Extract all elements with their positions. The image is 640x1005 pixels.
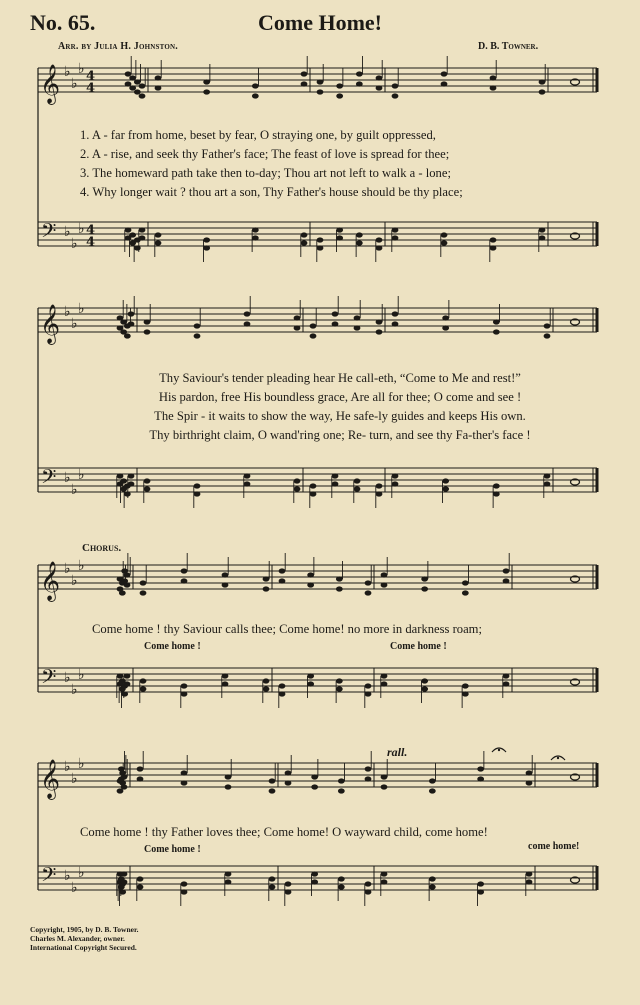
note-head: [244, 321, 251, 326]
note-head: [526, 770, 533, 775]
note-head: [503, 681, 510, 686]
note-head: [263, 686, 270, 691]
note-head: [139, 235, 146, 240]
note-head: [477, 776, 484, 781]
note-head: [294, 315, 301, 320]
note-head: [144, 319, 151, 324]
note-head: [381, 784, 388, 789]
key-flat-icon: ♭: [78, 467, 85, 483]
note-head: [336, 586, 343, 591]
note-head: [365, 889, 372, 894]
note-head: [381, 572, 388, 577]
note-head: [181, 691, 188, 696]
note-head: [124, 681, 131, 686]
note-head: [117, 673, 124, 678]
note-head: [539, 235, 546, 240]
note-head: [137, 876, 144, 881]
note-head: [285, 881, 292, 886]
note-head: [124, 582, 131, 587]
note-head: [336, 686, 343, 691]
note-head: [317, 237, 324, 242]
note-head: [121, 871, 128, 876]
note-head: [336, 93, 343, 98]
note-head: [392, 83, 399, 88]
note-head: [477, 889, 484, 894]
time-signature-top: 4: [86, 69, 96, 84]
note-head: [336, 576, 343, 581]
note-head: [301, 232, 308, 237]
verse-3-line-1: 3. The homeward path take then to-day; Thou art not left to walk a - lone;: [80, 166, 451, 180]
key-flat-icon: ♭: [71, 880, 78, 896]
note-head: [392, 311, 399, 316]
note-head: [311, 871, 318, 876]
key-flat-icon: ♭: [64, 670, 71, 686]
hymn-title: Come Home!: [257, 10, 382, 35]
note-head: [128, 481, 135, 486]
note-head: [365, 776, 372, 781]
note-head: [526, 780, 533, 785]
note-head: [365, 691, 372, 696]
note-head: [144, 486, 151, 491]
note-head: [222, 681, 229, 686]
tempo-mark-rall: rall.: [387, 745, 408, 759]
note-head: [544, 333, 551, 338]
key-flat-icon: ♭: [78, 61, 85, 77]
note-head: [441, 240, 448, 245]
note-head: [294, 325, 301, 330]
note-head: [381, 673, 388, 678]
key-flat-icon: ♭: [71, 771, 78, 787]
note-head: [125, 227, 132, 232]
key-flat-icon: ♭: [64, 868, 71, 884]
note-head: [225, 774, 232, 779]
note-head: [539, 79, 546, 84]
note-head: [490, 75, 497, 80]
treble-clef-icon: 𝄞: [40, 561, 61, 601]
note-head: [252, 83, 259, 88]
note-head: [269, 788, 276, 793]
note-head: [336, 83, 343, 88]
note-head: [462, 691, 469, 696]
note-head: [181, 770, 188, 775]
note-head: [244, 481, 251, 486]
key-flat-icon: ♭: [64, 561, 71, 577]
note-head: [121, 879, 128, 884]
key-flat-icon: ♭: [71, 316, 78, 332]
note-head: [252, 227, 259, 232]
note-head: [137, 766, 144, 771]
time-signature-bottom: 4: [86, 235, 96, 250]
verse-2-line-1: 2. A - rise, and seek thy Father's face; The feast of love is spread for thee;: [80, 147, 450, 161]
note-head: [155, 75, 162, 80]
note-head: [301, 240, 308, 245]
note-head: [392, 227, 399, 232]
note-head: [365, 580, 372, 585]
chorus-label: Chorus.: [82, 542, 122, 554]
note-head: [279, 568, 286, 573]
note-head: [139, 93, 146, 98]
composer-credit: D. B. Towner.: [478, 41, 539, 52]
note-head: [128, 321, 135, 326]
note-head: [376, 483, 383, 488]
note-head: [125, 71, 132, 76]
note-head: [279, 691, 286, 696]
note-head: [336, 678, 343, 683]
verse-2-line-2: His pardon, free His boundless grace, Are all for thee; O come and see !: [158, 390, 522, 404]
note-head: [134, 79, 141, 84]
note-head: [181, 889, 188, 894]
note-head: [294, 486, 301, 491]
note-head: [307, 681, 314, 686]
note-head: [155, 232, 162, 237]
note-head: [490, 237, 497, 242]
note-head: [203, 89, 210, 94]
key-flat-icon: ♭: [71, 236, 78, 252]
chorus-echo-2b: come home!: [528, 841, 580, 852]
bass-clef-icon: 𝄢: [41, 665, 57, 693]
note-head: [129, 75, 136, 80]
note-head: [539, 227, 546, 232]
note-head: [137, 776, 144, 781]
note-head: [120, 478, 127, 483]
note-head: [194, 333, 201, 338]
note-head: [310, 323, 317, 328]
note-head: [144, 329, 151, 334]
note-head: [493, 483, 500, 488]
note-head: [429, 778, 436, 783]
note-head: [356, 81, 363, 86]
note-head: [119, 889, 126, 894]
note-head: [181, 578, 188, 583]
key-flat-icon: ♭: [64, 224, 71, 240]
note-head: [129, 232, 136, 237]
note-head: [124, 333, 131, 338]
note-head: [442, 478, 449, 483]
note-head: [539, 89, 546, 94]
note-head: [307, 572, 314, 577]
note-head: [356, 232, 363, 237]
note-head: [222, 572, 229, 577]
key-flat-icon: ♭: [64, 470, 71, 486]
note-head: [336, 227, 343, 232]
key-flat-icon: ♭: [78, 667, 85, 683]
note-head: [429, 884, 436, 889]
note-head: [354, 325, 361, 330]
note-head: [317, 245, 324, 250]
key-flat-icon: ♭: [78, 756, 85, 772]
chorus-echo-1b: Come home !: [390, 641, 447, 652]
note-head: [442, 315, 449, 320]
key-flat-icon: ♭: [71, 76, 78, 92]
fermata-dot: [557, 757, 559, 759]
key-flat-icon: ♭: [71, 482, 78, 498]
chorus-echo-1a: Come home !: [144, 641, 201, 652]
copyright-notice: [30, 925, 139, 952]
note-head: [244, 473, 251, 478]
treble-clef-icon: 𝄞: [40, 304, 61, 344]
note-head: [376, 85, 383, 90]
note-head: [124, 673, 131, 678]
note-head: [503, 578, 510, 583]
note-head: [376, 245, 383, 250]
key-flat-icon: ♭: [78, 221, 85, 237]
note-head: [338, 778, 345, 783]
note-head: [310, 483, 317, 488]
note-head: [365, 683, 372, 688]
note-head: [307, 673, 314, 678]
note-head: [381, 871, 388, 876]
chorus-echo-2a: Come home !: [144, 844, 201, 855]
note-head: [356, 71, 363, 76]
note-head: [155, 240, 162, 245]
note-head: [194, 491, 201, 496]
verse-1-line-1: 1. A - far from home, beset by fear, O straying one, by guilt oppressed,: [80, 128, 436, 142]
copyright-line: Charles M. Alexander, owner.: [30, 934, 125, 943]
note-head: [392, 473, 399, 478]
copyright-line: International Copyright Secured.: [30, 943, 137, 952]
note-head: [279, 578, 286, 583]
key-flat-icon: ♭: [78, 301, 85, 317]
note-head: [356, 240, 363, 245]
note-head: [140, 590, 147, 595]
note-head: [194, 323, 201, 328]
note-head: [317, 79, 324, 84]
verse-1-line-2: Thy Saviour's tender pleading hear He call-eth, “Come to Me and rest!”: [159, 371, 521, 385]
chorus-line-1: Come home ! thy Saviour calls thee; Come home! no more in darkness roam;: [92, 622, 482, 636]
chorus-line-2: Come home ! thy Father loves thee; Come home! O wayward child, come home!: [80, 825, 488, 839]
verse-3-line-2: The Spir - it waits to show the way, He safe-ly guides and keeps His own.: [154, 409, 526, 423]
note-head: [139, 83, 146, 88]
note-head: [421, 678, 428, 683]
note-head: [269, 778, 276, 783]
note-head: [544, 481, 551, 486]
note-head: [129, 85, 136, 90]
note-head: [376, 329, 383, 334]
key-flat-icon: ♭: [64, 64, 71, 80]
note-head: [381, 681, 388, 686]
note-head: [490, 245, 497, 250]
note-head: [194, 483, 201, 488]
note-head: [124, 491, 131, 496]
arranger-credit: Arr. by Julia H. Johnston.: [58, 41, 178, 52]
note-head: [140, 678, 147, 683]
note-head: [392, 235, 399, 240]
note-head: [462, 590, 469, 595]
note-head: [503, 568, 510, 573]
note-head: [311, 774, 318, 779]
note-head: [332, 473, 339, 478]
note-head: [376, 75, 383, 80]
note-head: [310, 333, 317, 338]
note-head: [332, 311, 339, 316]
note-head: [310, 491, 317, 496]
note-head: [263, 586, 270, 591]
note-head: [544, 323, 551, 328]
note-head: [441, 232, 448, 237]
note-head: [225, 871, 232, 876]
note-head: [263, 576, 270, 581]
note-head: [128, 311, 135, 316]
note-head: [134, 89, 141, 94]
note-head: [365, 590, 372, 595]
note-head: [307, 582, 314, 587]
note-head: [376, 319, 383, 324]
note-head: [117, 473, 124, 478]
treble-clef-icon: 𝄞: [40, 759, 61, 799]
note-head: [442, 486, 449, 491]
note-head: [140, 580, 147, 585]
note-head: [421, 576, 428, 581]
note-head: [493, 491, 500, 496]
note-head: [381, 879, 388, 884]
note-head: [442, 325, 449, 330]
note-head: [381, 582, 388, 587]
key-flat-icon: ♭: [78, 558, 85, 574]
note-head: [203, 79, 210, 84]
note-head: [244, 311, 251, 316]
note-head: [477, 766, 484, 771]
note-head: [252, 93, 259, 98]
note-head: [119, 590, 126, 595]
time-signature-top: 4: [86, 223, 96, 238]
note-head: [252, 235, 259, 240]
note-head: [263, 678, 270, 683]
note-head: [222, 582, 229, 587]
note-head: [365, 766, 372, 771]
note-head: [285, 780, 292, 785]
note-head: [354, 315, 361, 320]
note-head: [392, 93, 399, 98]
key-flat-icon: ♭: [71, 573, 78, 589]
note-head: [421, 686, 428, 691]
note-head: [392, 321, 399, 326]
note-head: [493, 319, 500, 324]
note-head: [269, 884, 276, 889]
key-flat-icon: ♭: [64, 304, 71, 320]
time-signature-bottom: 4: [86, 81, 96, 96]
note-head: [381, 774, 388, 779]
note-head: [311, 879, 318, 884]
note-head: [429, 876, 436, 881]
treble-clef-icon: 𝄞: [40, 64, 61, 104]
note-head: [503, 673, 510, 678]
note-head: [429, 788, 436, 793]
note-head: [462, 683, 469, 688]
note-head: [365, 881, 372, 886]
bass-clef-icon: 𝄢: [41, 863, 57, 891]
note-head: [354, 478, 361, 483]
note-head: [490, 85, 497, 90]
key-flat-icon: ♭: [71, 682, 78, 698]
note-head: [155, 85, 162, 90]
key-flat-icon: ♭: [78, 865, 85, 881]
note-head: [338, 884, 345, 889]
note-head: [125, 81, 132, 86]
note-head: [225, 784, 232, 789]
note-head: [269, 876, 276, 881]
note-head: [128, 473, 135, 478]
note-head: [279, 683, 286, 688]
note-head: [294, 478, 301, 483]
note-head: [441, 71, 448, 76]
note-head: [462, 580, 469, 585]
note-head: [203, 245, 210, 250]
note-head: [285, 770, 292, 775]
note-head: [392, 481, 399, 486]
note-head: [181, 683, 188, 688]
note-head: [421, 586, 428, 591]
note-head: [139, 227, 146, 232]
note-head: [203, 237, 210, 242]
hymn-number: No. 65.: [30, 10, 96, 35]
note-head: [317, 89, 324, 94]
note-head: [121, 774, 128, 779]
note-head: [285, 889, 292, 894]
verse-4-line-2: Thy birthright claim, O wand'ring one; Re- turn, and see thy Fa-ther's face !: [149, 428, 531, 442]
bass-clef-icon: 𝄢: [41, 465, 57, 493]
note-head: [338, 788, 345, 793]
note-head: [181, 881, 188, 886]
note-head: [526, 879, 533, 884]
note-head: [121, 691, 128, 696]
note-head: [124, 572, 131, 577]
note-head: [311, 784, 318, 789]
note-head: [526, 871, 533, 876]
note-head: [332, 481, 339, 486]
note-head: [137, 884, 144, 889]
note-head: [301, 71, 308, 76]
note-head: [140, 686, 147, 691]
note-head: [121, 784, 128, 789]
note-head: [376, 491, 383, 496]
fermata-dot: [498, 749, 500, 751]
verse-4-line-1: 4. Why longer wait ? thou art a son, Thy Father's house should be thy place;: [80, 185, 463, 199]
note-head: [134, 245, 141, 250]
note-head: [336, 235, 343, 240]
copyright-line: Copyright, 1905, by D. B. Towner.: [30, 925, 139, 934]
note-head: [225, 879, 232, 884]
note-head: [376, 237, 383, 242]
key-flat-icon: ♭: [64, 759, 71, 775]
bass-clef-icon: 𝄢: [41, 219, 57, 247]
note-head: [222, 673, 229, 678]
note-head: [338, 876, 345, 881]
note-head: [144, 478, 151, 483]
note-head: [332, 321, 339, 326]
note-head: [477, 881, 484, 886]
note-head: [181, 780, 188, 785]
note-head: [493, 329, 500, 334]
note-head: [354, 486, 361, 491]
note-head: [301, 81, 308, 86]
note-head: [181, 568, 188, 573]
note-head: [441, 81, 448, 86]
note-head: [544, 473, 551, 478]
